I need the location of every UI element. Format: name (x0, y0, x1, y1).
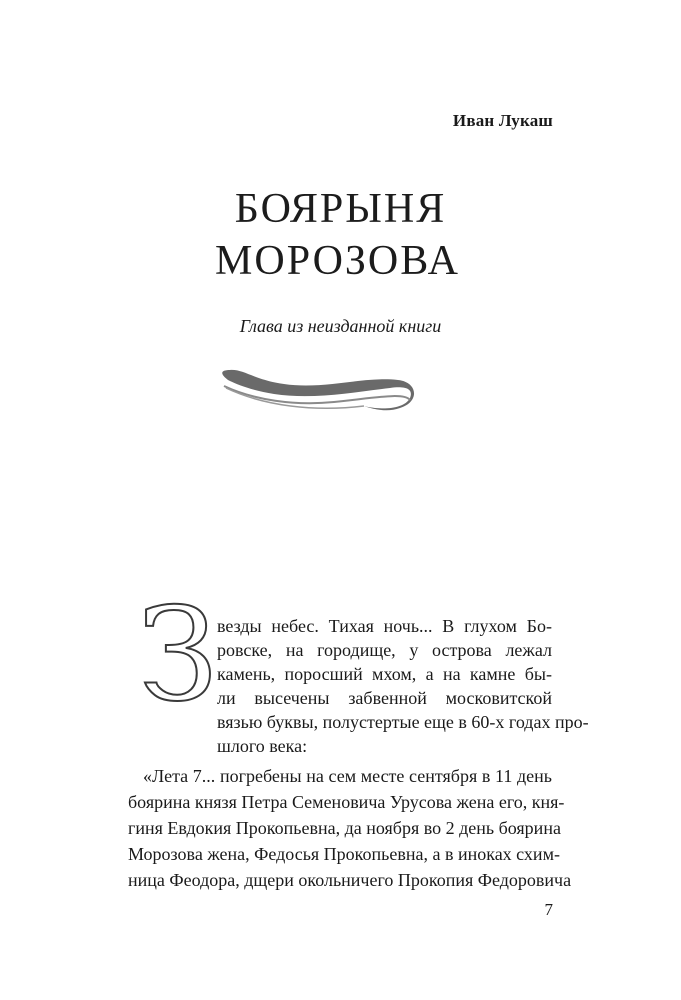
body-line-1: везды небес. Тихая ночь... В глухом Бо- (217, 616, 552, 636)
body-line-5: вязью буквы, полустертые еще в 60-х годах про- (217, 712, 589, 732)
title-line-2: МОРОЗОВА (215, 238, 460, 284)
flourish-ornament-icon (214, 366, 420, 426)
body-line-2: ровске, на городище, у острова лежал (217, 640, 552, 660)
body-line-3: камень, поросший мхом, а на камне бы- (217, 664, 552, 684)
body-line-6: шлого века: (217, 736, 308, 756)
body-line-8: боярина князя Петра Семеновича Урусова жена его, кня- (128, 792, 565, 812)
body-line-4: ли высечены забвенной московитской (217, 688, 552, 708)
page-number: 7 (544, 900, 553, 919)
body-line-10: Морозова жена, Федосья Прокопьевна, а в иноках схим- (128, 844, 560, 864)
subtitle: Глава из неизданной книги (239, 316, 442, 336)
title-line-1: БОЯРЫНЯ (234, 186, 447, 232)
author-name: Иван Лукаш (452, 111, 553, 130)
body-line-7: «Лета 7... погребены на сем месте сентября в 11 день (143, 766, 552, 786)
drop-cap: З (138, 581, 218, 730)
body-line-9: гиня Евдокия Прокопьевна, да ноября во 2 день боярина (128, 818, 561, 838)
body-line-11: ница Феодора, дщери окольничего Прокопия Федоровича (128, 870, 572, 890)
